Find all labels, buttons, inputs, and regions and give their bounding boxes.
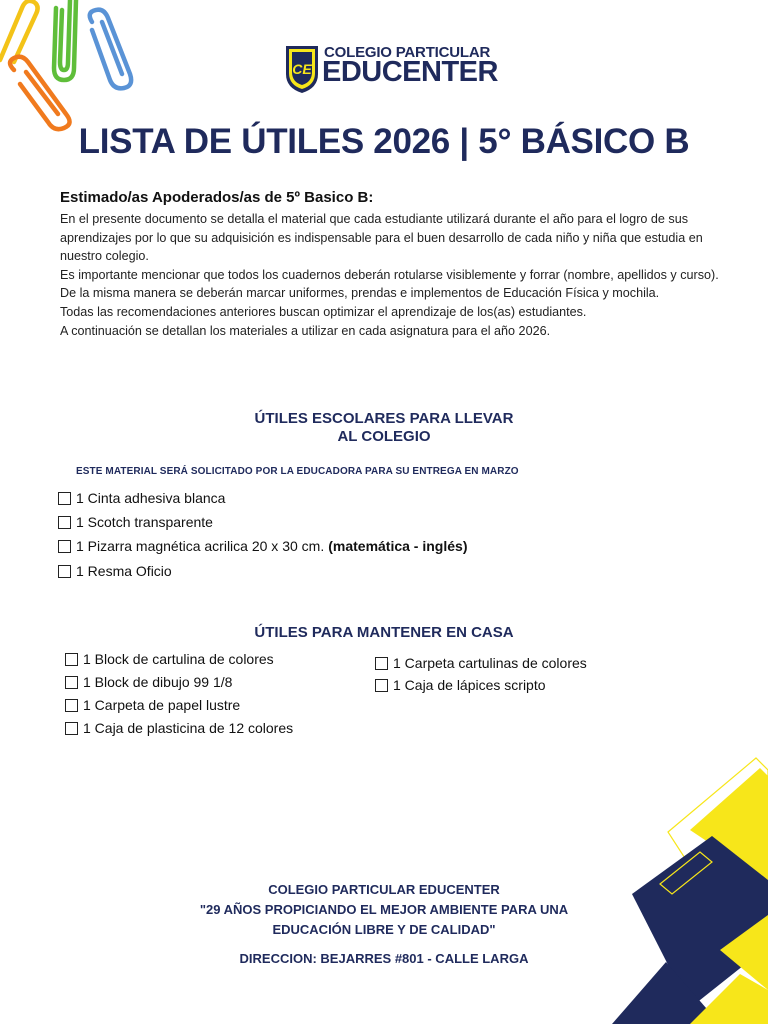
- intro-paragraph: En el presente documento se detalla el material que cada estudiante utilizará durante el año para el logro de sus aprendizajes por lo que su adquisición es indispensable para el buen desarrollo de cada niño y niña que estudia en nuestro colegio.: [60, 212, 703, 264]
- logo-monogram: CE: [292, 61, 312, 77]
- section1-heading: [0, 410, 768, 446]
- checklist-item: [65, 720, 293, 736]
- checkbox-icon[interactable]: [58, 540, 71, 553]
- logo-line2: EDUCENTER: [322, 56, 498, 88]
- checklist-item: [375, 655, 587, 671]
- item-label: 1 Block de dibujo 99 1/8: [83, 674, 233, 690]
- section1-heading-line1: ÚTILES ESCOLARES PARA LLEVAR: [254, 410, 514, 427]
- checklist-item: [65, 697, 240, 713]
- footer-motto-line1: "29 AÑOS PROPICIANDO EL MEJOR AMBIENTE PARA UNA: [199, 902, 569, 917]
- checkbox-icon[interactable]: [65, 699, 78, 712]
- item-label: 1 Block de cartulina de colores: [83, 651, 274, 667]
- footer: [0, 880, 768, 969]
- item-label: 1 Pizarra magnética acrilica 20 x 30 cm.: [76, 538, 325, 554]
- checklist-item: [58, 538, 467, 554]
- shield-logo-icon: [284, 44, 320, 94]
- item-label-emphasis: (matemática - inglés): [328, 538, 468, 554]
- checklist-item: [58, 490, 225, 506]
- footer-address: DIRECCION: BEJARRES #801 - CALLE LARGA: [239, 951, 529, 966]
- checkbox-icon[interactable]: [65, 653, 78, 666]
- intro-paragraph: Es importante mencionar que todos los cuadernos deberán rotularse visiblemente y forrar (nombre, apellidos y curso). De la misma manera se deberán marcar uniformes, prendas e implementos de Educación Física y mochila.: [60, 267, 719, 301]
- section2-heading: ÚTILES PARA MANTENER EN CASA: [254, 624, 514, 641]
- item-label: 1 Caja de lápices scripto: [393, 677, 546, 693]
- footer-motto-line2: EDUCACIÓN LIBRE Y DE CALIDAD": [272, 922, 496, 937]
- checkbox-icon[interactable]: [375, 657, 388, 670]
- section1-heading-line2: AL COLEGIO: [337, 428, 431, 445]
- checklist-item: [65, 651, 274, 667]
- checkbox-icon[interactable]: [58, 565, 71, 578]
- item-label: 1 Carpeta cartulinas de colores: [393, 655, 587, 671]
- page-title: LISTA DE ÚTILES 2026 | 5° BÁSICO B: [78, 122, 690, 161]
- checklist-item: [375, 677, 546, 693]
- checkbox-icon[interactable]: [65, 676, 78, 689]
- logo-line1: COLEGIO PARTICULAR: [324, 44, 491, 61]
- school-logo: [284, 42, 498, 94]
- greeting: Estimado/as Apoderados/as de 5º Basico B:: [60, 189, 374, 206]
- yellow-paper-clip: [0, 1, 38, 62]
- checkbox-icon[interactable]: [58, 492, 71, 505]
- green-paper-clip: [54, 0, 76, 80]
- item-label: 1 Scotch transparente: [76, 514, 213, 530]
- checklist-item: [58, 514, 213, 530]
- item-label: 1 Carpeta de papel lustre: [83, 697, 241, 713]
- checkbox-icon[interactable]: [65, 722, 78, 735]
- checkbox-icon[interactable]: [375, 679, 388, 692]
- item-label: 1 Caja de plasticina de 12 colores: [83, 720, 294, 736]
- blue-paper-clip: [90, 10, 131, 89]
- item-label: 1 Resma Oficio: [76, 563, 172, 579]
- checklist-item: [65, 674, 232, 690]
- section1-note: ESTE MATERIAL SERÁ SOLICITADO POR LA EDUCADORA PARA SU ENTREGA EN MARZO: [76, 466, 519, 477]
- intro-paragraph: A continuación se detallan los materiales a utilizar en cada asignatura para el año 2026.: [60, 323, 551, 338]
- intro-paragraph: Todas las recomendaciones anteriores buscan optimizar el aprendizaje de los(as) estudiantes.: [60, 304, 587, 319]
- footer-school: COLEGIO PARTICULAR EDUCENTER: [268, 882, 500, 897]
- checkbox-icon[interactable]: [58, 516, 71, 529]
- checklist-item: [58, 563, 172, 579]
- item-label: 1 Cinta adhesiva blanca: [76, 490, 226, 506]
- paper-clips-decoration: [0, 0, 160, 140]
- intro-text: [60, 210, 720, 340]
